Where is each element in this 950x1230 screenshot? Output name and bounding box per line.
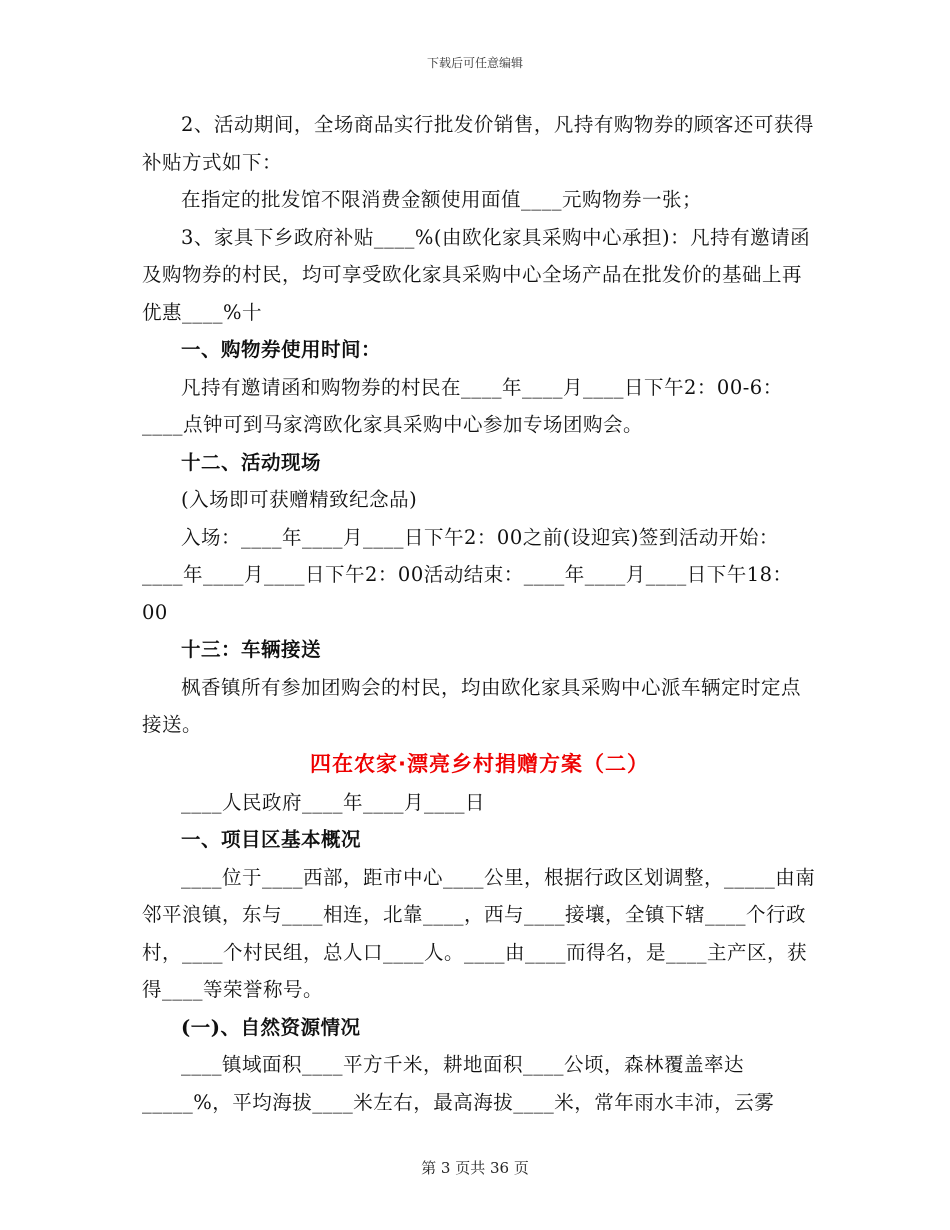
paragraph: 2、活动期间，全场商品实行批发价销售，凡持有购物券的顾客还可获得补贴方式如下： xyxy=(142,113,814,174)
paragraph: 3、家具下乡政府补贴____%(由欧化家具采购中心承担)：凡持有邀请函及购物券的村民，均可享受欧化家具采购中心全场产品在批发价的基础上再优惠____%十 xyxy=(142,225,811,324)
paragraph: 入场：____年____月____日下午2：00之前(设迎宾)签到活动开始：____年____月____日下午2：00活动结束：____年____月____日下午18：00 xyxy=(142,525,793,624)
paragraph: 枫香镇所有参加团购会的村民，均由欧化家具采购中心派车辆定时定点接送。 xyxy=(142,675,802,736)
paragraph: ____位于____西部，距市中心____公里，根据行政区划调整，_____由南邻平浪镇，东与____相连，北靠____，西与____接壤，全镇下辖____个行政村，____个村民组，总人口____人。____由____而得名，是____主产区，获得____等荣誉称号。 xyxy=(142,865,816,1001)
page-footer: 第 3 页共 36 页 xyxy=(421,1159,529,1177)
section-heading: (一)、自然资源情况 xyxy=(181,1015,361,1039)
page-header: 下载后可任意编辑 xyxy=(426,56,523,70)
paragraph: 在指定的批发馆不限消费金额使用面值____元购物券一张； xyxy=(181,188,703,211)
section-heading: 一、购物券使用时间： xyxy=(181,338,382,361)
document-title: 四在农家·漂亮乡村捐赠方案（二） xyxy=(310,751,649,776)
section-heading: 一、项目区基本概况 xyxy=(181,828,362,851)
paragraph: (入场即可获赠精致纪念品) xyxy=(181,488,418,511)
paragraph: 凡持有邀请函和购物券的村民在____年____月____日下午2：00-6：____点钟可到马家湾欧化家具采购中心参加专场团购会。 xyxy=(142,375,783,436)
document-body xyxy=(142,106,817,1121)
paragraph: ____镇域面积____平方千米，耕地面积____公顷，森林覆盖率达_____%，平均海拔____米左右，最高海拔____米，常年雨水丰沛，云雾 xyxy=(142,1053,775,1114)
section-heading: 十三：车辆接送 xyxy=(181,638,322,661)
paragraph: ____人民政府____年____月____日 xyxy=(181,790,486,814)
section-heading: 十二、活动现场 xyxy=(181,450,322,474)
